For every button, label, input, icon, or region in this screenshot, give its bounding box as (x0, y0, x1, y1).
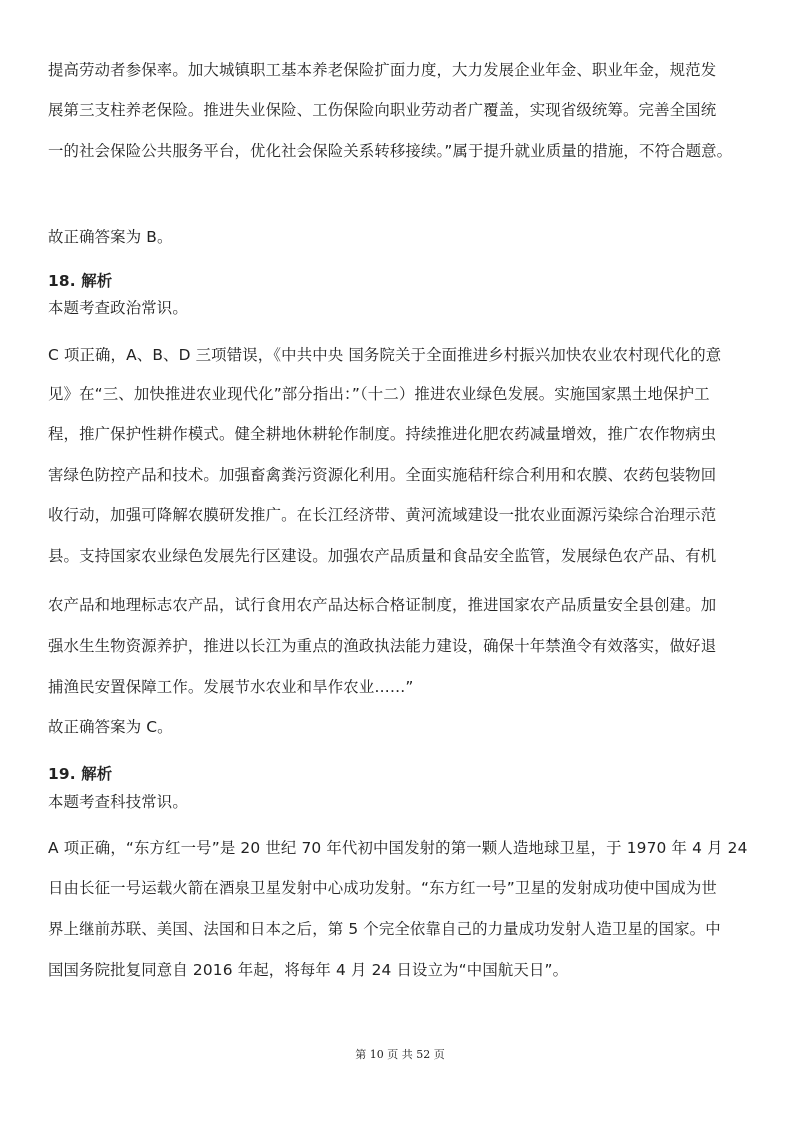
answer-line: 故正确答案为 C。 (48, 718, 173, 736)
paragraph-line: 展第三支柱养老保险。推进失业保险、工伤保险向职业劳动者广覆盖，实现省级统筹。完善全国统 (48, 101, 717, 119)
paragraph-line: 本题考查科技常识。 (48, 793, 188, 811)
paragraph-line: A 项正确，“东方红一号”是 20 世纪 70 年代初中国发射的第一颗人造地球卫星，于 1970 年 4 月 24 (48, 839, 748, 857)
paragraph-line: 界上继前苏联、美国、法国和日本之后，第 5 个完全依靠自己的力量成功发射人造卫星的国家。中 (48, 920, 721, 938)
paragraph-line: 日由长征一号运载火箭在酒泉卫星发射中心成功发射。“东方红一号”卫星的发射成功使中国成为世 (48, 879, 717, 897)
paragraph-line: C 项正确，A、B、D 三项错误，《中共中央 国务院关于全面推进乡村振兴加快农业农村现代化的意 (48, 346, 722, 364)
paragraph-line: 一的社会保险公共服务平台，优化社会保险关系转移接续。”属于提升就业质量的措施，不符合题意。 (48, 142, 733, 160)
paragraph-line: 害绿色防控产品和技术。加强畜禽粪污资源化利用。全面实施秸秆综合利用和农膜、农药包装物回 (48, 466, 717, 484)
paragraph-line: 提高劳动者参保率。加大城镇职工基本养老保险扩面力度，大力发展企业年金、职业年金，规范发 (48, 61, 717, 79)
paragraph-line: 强水生生物资源养护，推进以长江为重点的渔政执法能力建设，确保十年禁渔令有效落实，做好退 (48, 637, 717, 655)
section-heading-19: 19. 解析 (48, 765, 113, 783)
paragraph-line: 见》在“三、加快推进农业现代化”部分指出：”（十二）推进农业绿色发展。实施国家黑土地保护工 (48, 385, 710, 403)
section-heading-18: 18. 解析 (48, 272, 113, 290)
paragraph-line: 程，推广保护性耕作模式。健全耕地休耕轮作制度。持续推进化肥农药减量增效，推广农作物病虫 (48, 425, 717, 443)
paragraph-line: 县。支持国家农业绿色发展先行区建设。加强农产品质量和食品安全监管，发展绿色农产品、有机 (48, 547, 717, 565)
paragraph-line: 本题考查政治常识。 (48, 299, 188, 317)
answer-line: 故正确答案为 B。 (48, 228, 173, 246)
paragraph-line: 收行动，加强可降解农膜研发推广。在长江经济带、黄河流域建设一批农业面源污染综合治理示范 (48, 506, 717, 524)
paragraph-line: 捕渔民安置保障工作。发展节水农业和旱作农业……” (48, 678, 414, 696)
page-number-footer: 第 10 页 共 52 页 (355, 1048, 445, 1061)
paragraph-line: 国国务院批复同意自 2016 年起，将每年 4 月 24 日设立为“中国航天日”。 (48, 961, 569, 979)
paragraph-line: 农产品和地理标志农产品，试行食用农产品达标合格证制度，推进国家农产品质量安全县创建。加 (48, 596, 717, 614)
